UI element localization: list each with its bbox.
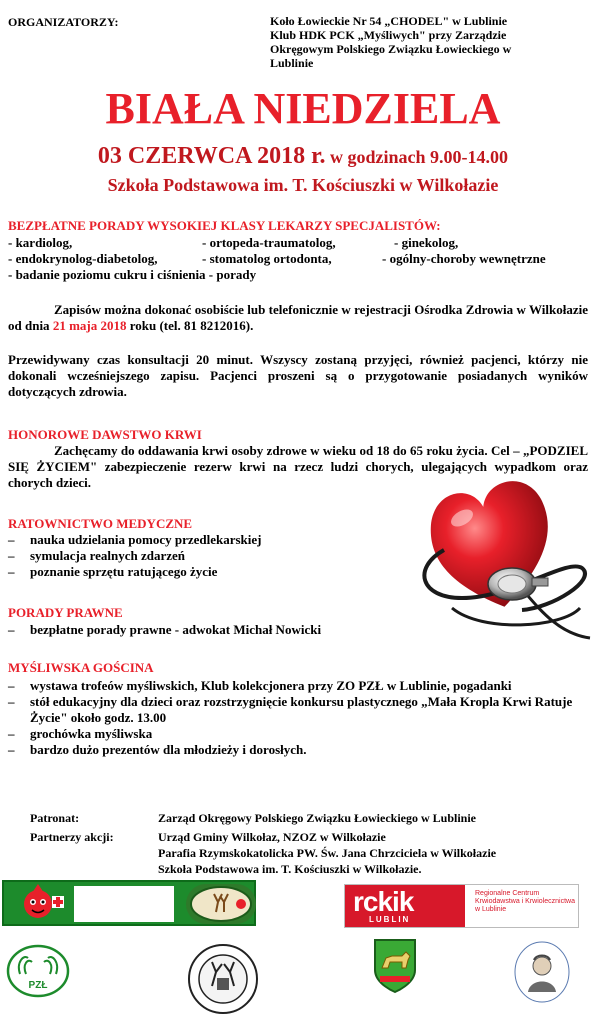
patron-value: Zarząd Okręgowy Polskiego Związku Łowieckiego w Lublinie bbox=[158, 811, 477, 825]
organizer-line: Okręgowym Polskiego Związku Łowieckiego w bbox=[270, 42, 512, 56]
rckik-logo-sub: LUBLIN bbox=[369, 915, 411, 924]
registration-paragraph bbox=[8, 302, 588, 334]
event-date: 03 CZERWCA 2018 r. bbox=[97, 143, 326, 169]
organizer-line: Lublinie bbox=[270, 56, 314, 70]
organizers-label: ORGANIZATORZY: bbox=[8, 15, 119, 29]
list-item: – wystawa trofeów myśliwskich, Klub kolekcjonera przy ZO PZŁ w Lublinie, pogadanki bbox=[8, 678, 588, 694]
hunting-circle-seal bbox=[186, 942, 260, 1016]
pzl-emblem-icon bbox=[6, 944, 70, 998]
rescue-heading: RATOWNICTWO MEDYCZNE bbox=[8, 516, 193, 531]
registration-date: 21 maja 2018 bbox=[52, 318, 127, 333]
blood-paragraph: Zachęcamy do oddawania krwi osoby zdrowe w wieku od 18 do 65 roku życia. Cel – „PODZIEL SIĘ ŻYCIEM" zabezpieczenie rezerw krwi na rzecz ludzi chorych, ulegających wypadkom oraz chorych dzieci. bbox=[8, 443, 588, 490]
event-date-line bbox=[0, 142, 606, 171]
specialists-row bbox=[8, 267, 596, 283]
consult-heading: BEZPŁATNE PORADY WYSOKIEJ KLASY LEKARZY SPECJALISTÓW: bbox=[8, 218, 441, 233]
specialist-item: - ginekolog, bbox=[394, 235, 459, 250]
partner-line: Parafia Rzymskokatolicka PW. Św. Jana Chrzciciela w Wilkołazie bbox=[158, 846, 497, 860]
hunting-heading: MYŚLIWSKA GOŚCINA bbox=[8, 660, 154, 675]
specialist-item: - endokrynolog-diabetolog, bbox=[8, 251, 158, 266]
legal-heading: PORADY PRAWNE bbox=[8, 605, 123, 620]
kosciuszko-portrait-icon bbox=[512, 940, 572, 1004]
organizer-line: Klub HDK PCK „Myśliwych" przy Zarządzie bbox=[270, 28, 507, 42]
specialist-item: - kardiolog, bbox=[8, 235, 73, 250]
wolf-shield-icon bbox=[372, 936, 418, 994]
specialist-item: - ogólny-choroby wewnętrzne bbox=[382, 251, 546, 266]
list-item: – nauka udzielania pomocy przedlekarskiej bbox=[8, 532, 388, 548]
school-patron-logo bbox=[512, 940, 572, 1004]
registration-text: Zapisów można dokonać osobiście lub telefonicznie w rejestracji Ośrodka Zdrowia w Wilkołazie od dnia bbox=[8, 302, 588, 333]
list-item: – poznanie sprzętu ratującego życie bbox=[8, 564, 388, 580]
patron-label: Patronat: bbox=[30, 811, 80, 825]
seal-icon bbox=[186, 942, 260, 1016]
pzl-logo bbox=[6, 944, 70, 998]
consult-time-paragraph: Przewidywany czas konsultacji 20 minut. Wszyscy zostaną przyjęci, również pacjenci, którzy nie dokonali wcześniejszego zapisu. Pacjenci proszeni są o przygotowanie posiadanych wyników dotyczących zdrowia. bbox=[8, 352, 588, 399]
hdk-pck-logo bbox=[2, 880, 256, 926]
specialist-item: - stomatolog ortodonta, bbox=[202, 251, 332, 266]
rckik-logo-desc: Regionalne Centrum Krwiodawstwa i Krwiolecznictwa w Lublinie bbox=[475, 890, 575, 913]
organizers-list bbox=[270, 14, 590, 70]
hunting-list bbox=[8, 678, 588, 758]
legal-list bbox=[8, 622, 588, 638]
partner-line: Szkoła Podstawowa im. T. Kościuszki w Wilkołazie. bbox=[158, 862, 422, 876]
pzl-text: PZŁ bbox=[28, 980, 48, 991]
event-hours: w godzinach 9.00-14.00 bbox=[325, 147, 509, 167]
specialist-item: - ortopeda-traumatolog, bbox=[202, 235, 336, 250]
event-venue: Szkoła Podstawowa im. T. Kościuszki w Wilkołazie bbox=[107, 175, 499, 195]
specialist-item: - badanie poziomu cukru i ciśnienia - porady bbox=[8, 267, 257, 282]
list-item: – bardzo dużo prezentów dla młodzieży i dorosłych. bbox=[8, 742, 588, 758]
list-item: – stół edukacyjny dla dzieci oraz rozstrzygnięcie konkursu plastycznego „Mała Kropla Krwi Ratuje Życie" około godz. 13.00 bbox=[8, 694, 588, 726]
event-title: BIAŁA NIEDZIELA bbox=[105, 84, 501, 133]
organizer-line: Koło Łowieckie Nr 54 „CHODEL" w Lublinie bbox=[270, 14, 508, 28]
hdk-pck-logo-text-area bbox=[74, 886, 174, 922]
partner-line: Urząd Gminy Wilkołaz, NZOZ w Wilkołazie bbox=[158, 830, 386, 844]
list-item: – bezpłatne porady prawne - adwokat Michał Nowicki bbox=[8, 622, 588, 638]
blood-heading: HONOROWE DAWSTWO KRWI bbox=[8, 427, 202, 442]
deer-icon bbox=[186, 884, 256, 924]
list-item: – symulacja realnych zdarzeń bbox=[8, 548, 388, 564]
rckik-logo-main: rckik bbox=[353, 886, 414, 917]
blood-drop-mascot-icon bbox=[8, 882, 68, 924]
hunters-club-badge bbox=[186, 884, 256, 924]
rckik-logo-box bbox=[345, 885, 465, 927]
partners-label: Partnerzy akcji: bbox=[30, 830, 114, 844]
wilkolaz-coat-of-arms bbox=[372, 936, 418, 994]
rckik-logo bbox=[344, 884, 579, 928]
rescue-list bbox=[8, 532, 388, 580]
list-item: – grochówka myśliwska bbox=[8, 726, 588, 742]
registration-text-end: roku (tel. 81 8212016). bbox=[126, 318, 254, 333]
